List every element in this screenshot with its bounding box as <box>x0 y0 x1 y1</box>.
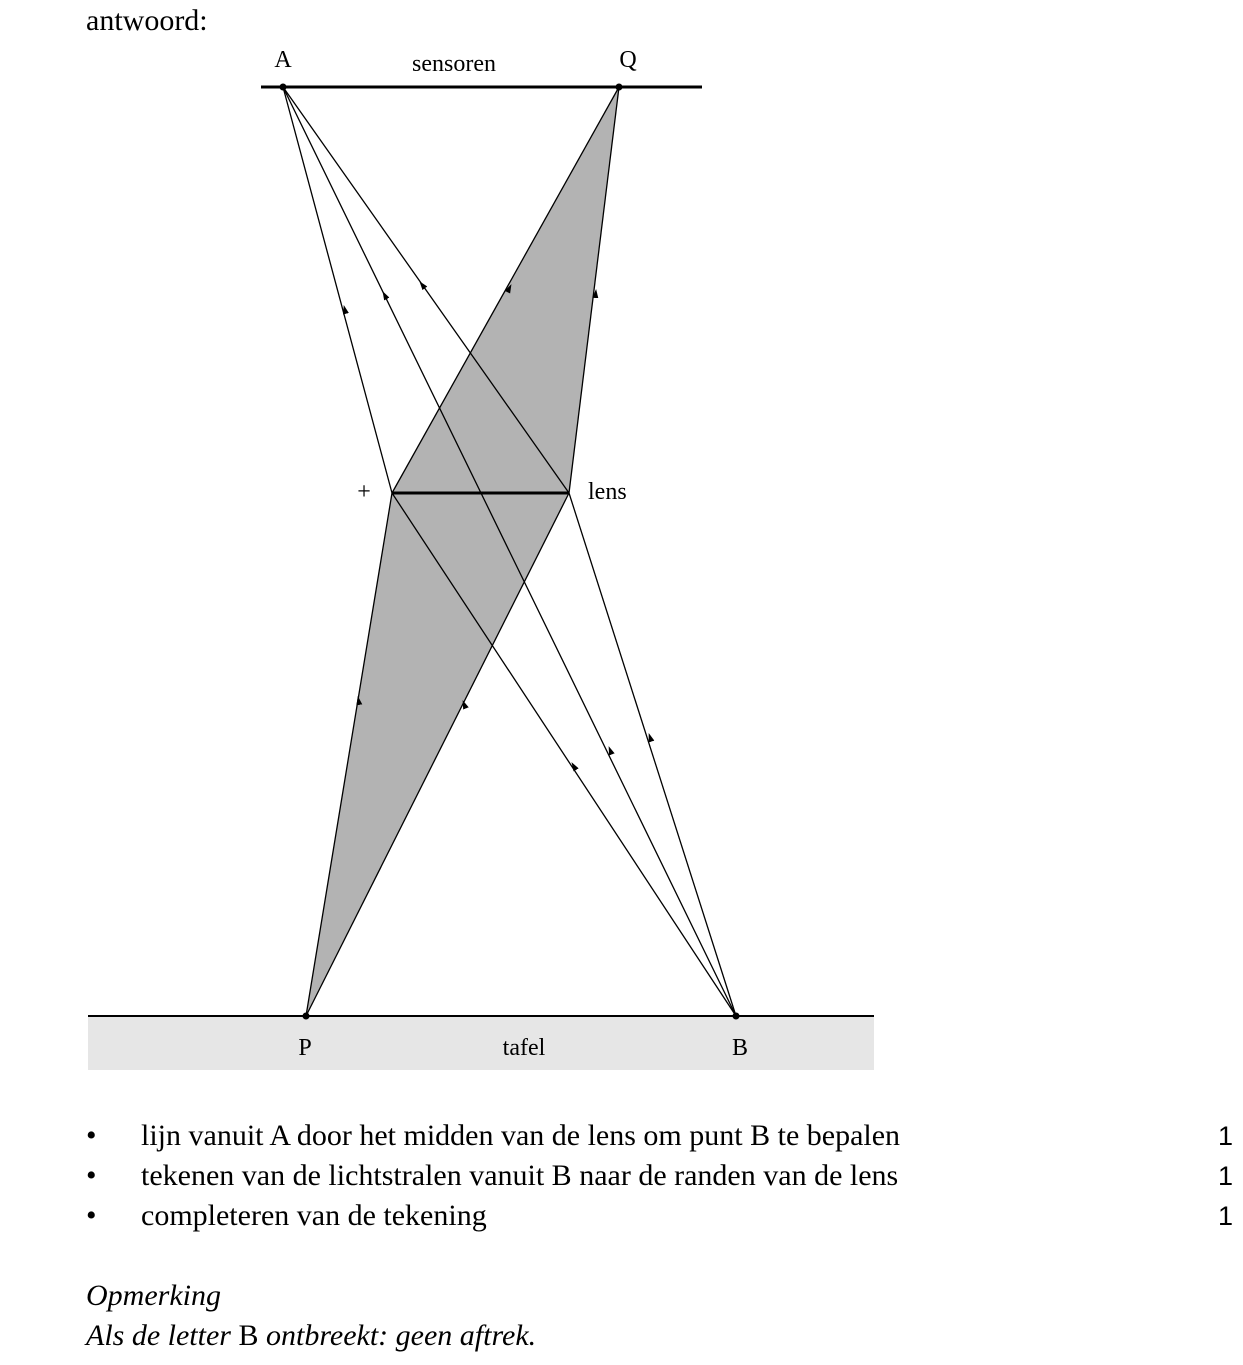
remark-text-part1: Als de letter <box>86 1319 231 1352</box>
criterion-score: 1 <box>1218 1121 1234 1151</box>
point-q-dot <box>616 84 623 91</box>
criterion-score: 1 <box>1218 1201 1234 1231</box>
bullet: • <box>86 1159 97 1192</box>
lens-label: lens <box>588 479 627 505</box>
remark-letter: B <box>238 1319 259 1352</box>
point-a-label: A <box>274 47 292 73</box>
criterion-text: tekenen van de lichtstralen vanuit B naar de randen van de lens <box>141 1159 899 1192</box>
scoring-criteria-list <box>0 1116 1243 1236</box>
remark-block <box>86 1276 536 1356</box>
table-surface <box>88 1016 874 1070</box>
criterion-item <box>0 1156 1243 1196</box>
criterion-score: 1 <box>1218 1161 1234 1191</box>
point-b-label: B <box>731 1035 749 1061</box>
point-q-label: Q <box>619 47 637 73</box>
point-b-dot <box>733 1013 740 1020</box>
lens-plus-sign: + <box>357 479 371 505</box>
bullet: • <box>86 1199 97 1232</box>
sensor-label: sensoren <box>412 51 496 77</box>
point-a-dot <box>280 84 287 91</box>
criterion-item <box>0 1196 1243 1236</box>
point-p-dot <box>303 1013 310 1020</box>
table-label: tafel <box>502 1035 546 1061</box>
remark-text-part2: ontbreekt: geen aftrek. <box>265 1319 537 1352</box>
criterion-text: lijn vanuit A door het midden van de lens om punt B te bepalen <box>141 1119 901 1152</box>
bullet: • <box>86 1119 97 1152</box>
point-p-label: P <box>298 1035 312 1061</box>
criterion-text: completeren van de tekening <box>141 1199 487 1232</box>
answer-heading: antwoord: <box>86 4 208 37</box>
remark-title: Opmerking <box>86 1279 221 1312</box>
criterion-item <box>0 1116 1243 1156</box>
